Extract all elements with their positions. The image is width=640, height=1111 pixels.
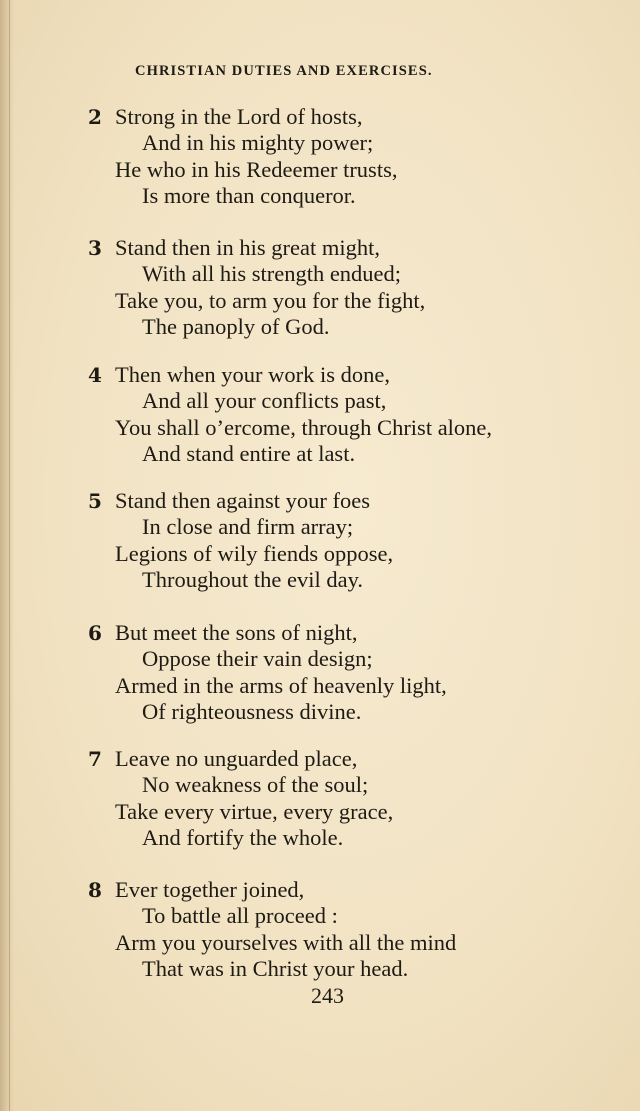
stanza-line: [88, 514, 558, 540]
stanza-number: 2: [88, 105, 102, 129]
verse-text: That was in Christ your head.: [142, 955, 409, 981]
page-binding-edge: [0, 0, 14, 1111]
stanza-4: [88, 362, 558, 467]
stanza-number: 8: [88, 878, 102, 902]
verse-text: Stand then against your foes: [115, 488, 370, 513]
stanza-2: [88, 104, 558, 209]
stanza-line: [88, 415, 558, 441]
stanza-line: [88, 930, 558, 956]
stanza-line: [88, 235, 558, 261]
verse-text: But meet the sons of night,: [115, 620, 358, 645]
stanza-number: 3: [88, 236, 102, 260]
verse-text: With all his strength endued;: [142, 261, 402, 287]
stanza-line: [88, 699, 558, 725]
verse-text: Then when your work is done,: [115, 362, 390, 387]
stanza-line: [88, 362, 558, 388]
verse-text: The panoply of God.: [142, 313, 330, 339]
verse-text: Armed in the arms of heavenly light,: [115, 672, 447, 698]
stanza-line: [88, 620, 558, 646]
stanza-line: [88, 567, 558, 593]
verse-text: To battle all proceed :: [142, 903, 338, 929]
stanza-line: [88, 441, 558, 467]
stanza-line: [88, 956, 558, 982]
stanza-line: [88, 673, 558, 699]
verse-text: And in his mighty power;: [142, 130, 374, 156]
stanza-7: [88, 746, 558, 851]
verse-text: Leave no unguarded place,: [115, 746, 358, 771]
stanza-line: [88, 130, 558, 156]
verse-text: And fortify the whole.: [142, 824, 344, 850]
verse-text: Stand then in his great might,: [115, 235, 380, 260]
stanza-line: [88, 877, 558, 903]
stanza-line: [88, 388, 558, 414]
stanza-line: [88, 104, 558, 130]
stanza-line: [88, 772, 558, 798]
stanza-5: [88, 488, 558, 593]
stanza-line: [88, 157, 558, 183]
stanza-line: [88, 288, 558, 314]
verse-text: He who in his Redeemer trusts,: [115, 156, 398, 182]
verse-text: You shall o’ercome, through Christ alone,: [115, 414, 493, 440]
stanza-line: [88, 646, 558, 672]
stanza-number: 7: [88, 747, 102, 771]
verse-text: Legions of wily fiends oppose,: [115, 540, 394, 566]
verse-text: Arm you yourselves with all the mind: [115, 929, 457, 955]
stanza-line: [88, 314, 558, 340]
verse-text: Is more than conqueror.: [142, 182, 356, 208]
verse-text: Throughout the evil day.: [142, 566, 363, 592]
verse-text: Take every virtue, every grace,: [115, 798, 394, 824]
stanza-number: 4: [88, 363, 102, 387]
page-number: 243: [311, 983, 344, 1008]
verse-text: Strong in the Lord of hosts,: [115, 104, 363, 129]
verse-text: Oppose their vain design;: [142, 646, 373, 672]
verse-text: Take you, to arm you for the fight,: [115, 287, 426, 313]
page-binding-line: [9, 0, 10, 1111]
stanza-number: 6: [88, 621, 102, 645]
stanza-line: [88, 825, 558, 851]
verse-text: And stand entire at last.: [142, 440, 356, 466]
stanza-line: [88, 746, 558, 772]
stanza-number: 5: [88, 489, 102, 513]
stanza-line: [88, 183, 558, 209]
verse-text: In close and firm array;: [142, 514, 354, 540]
running-header: CHRISTIAN DUTIES AND EXERCISES.: [135, 63, 433, 79]
stanza-8: [88, 877, 558, 982]
verse-text: Ever together joined,: [115, 877, 305, 902]
verse-text: Of righteousness divine.: [142, 698, 362, 724]
stanza-line: [88, 903, 558, 929]
stanza-6: [88, 620, 558, 725]
stanza-line: [88, 541, 558, 567]
stanza-line: [88, 261, 558, 287]
verse-text: No weakness of the soul;: [142, 772, 369, 798]
stanza-line: [88, 488, 558, 514]
stanza-line: [88, 799, 558, 825]
stanza-3: [88, 235, 558, 340]
verse-text: And all your conflicts past,: [142, 388, 387, 414]
